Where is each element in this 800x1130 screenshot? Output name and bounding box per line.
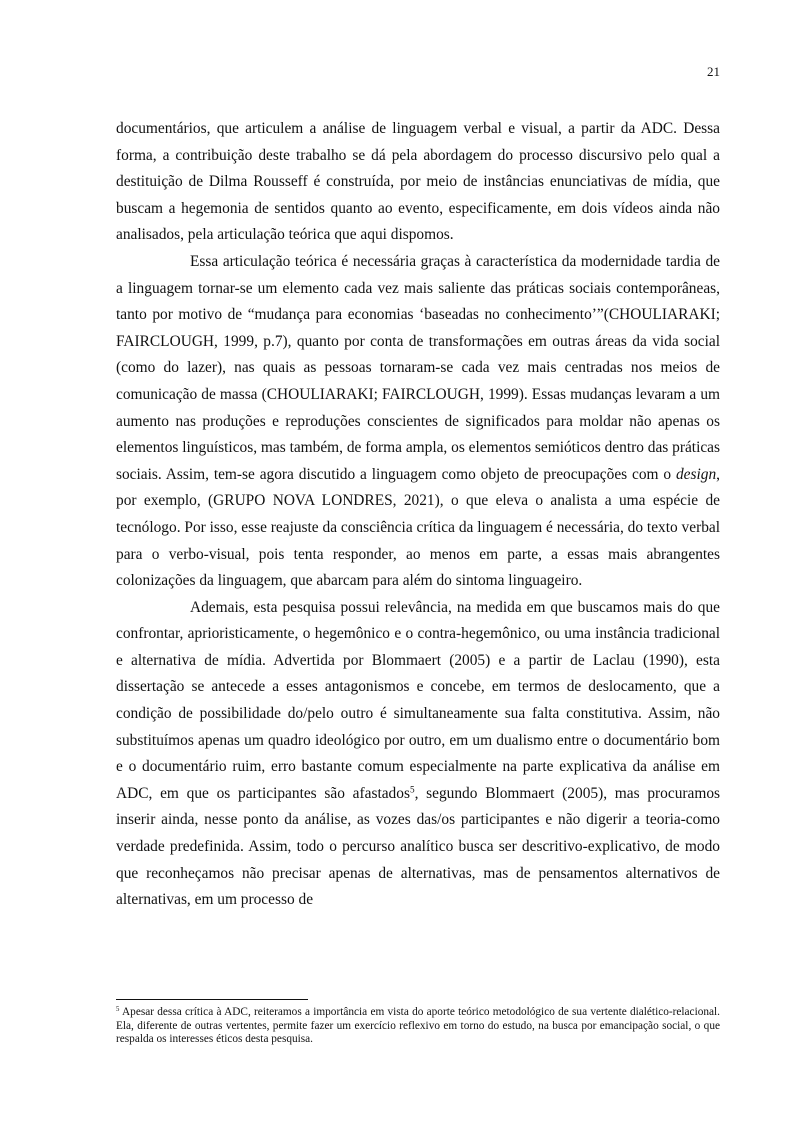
footnote — [116, 1006, 720, 1047]
footnote-reference: 5 — [409, 784, 415, 795]
paragraph-2-text-end: , por exemplo, (GRUPO NOVA LONDRES, 2021), o que eleva o analista a uma espécie de tecnólogo. Por isso, esse reajuste da consciência crítica da linguagem é necessária, do texto verbal para o verbo-visual, pois tenta responder, ao menos em parte, a essas mais abrangentes colonizações da linguagem, que abarcam para além do sintoma linguageiro. — [116, 465, 720, 590]
paragraph-1: documentários, que articulem a análise de linguagem verbal e visual, a partir da ADC. Dessa forma, a contribuição deste trabalho se dá pela abordagem do processo discursivo pelo qual a destituição de Dilma Rousseff é construída, por meio de instâncias enunciativas de mídia, que buscam a hegemonia de sentidos quanto ao evento, especificamente, em dois vídeos ainda não analisados, pela articulação teórica que aqui dispomos. — [116, 120, 720, 244]
paragraph-3-text-start: Ademais, esta pesquisa possui relevância, na medida em que buscamos mais do que confrontar, aprioristicamente, o hegemônico e o contra-hegemônico, ou uma instância tradicional e alternativa de mídia. Advertida por Blommaert (2005) e a partir de Laclau (1990), esta dissertação se antecede a esses antagonismos e concebe, em termos de deslocamento, que a condição de possibilidade do/pelo outro é simultaneamente sua falta constitutiva. Assim, não substituímos apenas um quadro ideológico por outro, em um dualismo entre o documentário bom e o documentário ruim, erro bastante comum especialmente na parte explicativa da análise em ADC, em que os participantes são afastados — [116, 598, 720, 802]
footnote-separator — [116, 999, 308, 1000]
paragraph-2-text-start: Essa articulação teórica é necessária graças à característica da modernidade tardia de a linguagem tornar-se um elemento cada vez mais saliente das práticas sociais contemporâneas, tanto por motivo de “mudança para economias ‘baseadas no conhecimento’”(CHOULIARAKI; FAIRCLOUGH, 1999, p.7), quanto por conta de transformações em outras áreas da vida social (como do lazer), nas quais as pessoas tornaram-se cada vez mais centradas nos meios de comunicação de massa (CHOULIARAKI; FAIRCLOUGH, 1999). Essas mudanças levaram a um aumento nas produções e reproduções conscientes de significados para moldar não apenas os elementos linguísticos, mas também, de forma ampla, os elementos semióticos dentro das práticas sociais. Assim, tem-se agora discutido a linguagem como objeto de preocupações com o — [116, 252, 720, 483]
paragraph-3-text-end: , segundo Blommaert (2005), mas procuramos inserir ainda, nesse ponto da análise, as vozes das/os participantes e não digerir a teoria-como verdade predefinida. Assim, todo o percurso analítico busca ser descritivo-explicativo, de modo que reconheçamos não precisar apenas de alternativas, mas de pensamentos alternativos de alternativas, em um processo de — [116, 784, 721, 909]
body-text — [116, 116, 720, 914]
paragraph-2 — [116, 249, 720, 595]
footnote-text: Apesar dessa crítica à ADC, reiteramos a importância em vista do aporte teórico metodológico de sua vertente dialético-relacional. Ela, diferente de outras vertentes, permite fazer um exercício reflexivo em torno do estudo, na busca por emancipação social, o que respalda os interesses éticos desta pesquisa. — [116, 1006, 720, 1046]
paragraph-3 — [116, 595, 720, 914]
design-emphasis: design — [675, 465, 717, 483]
page-number: 21 — [707, 64, 720, 79]
footnote-number: 5 — [116, 1005, 120, 1013]
